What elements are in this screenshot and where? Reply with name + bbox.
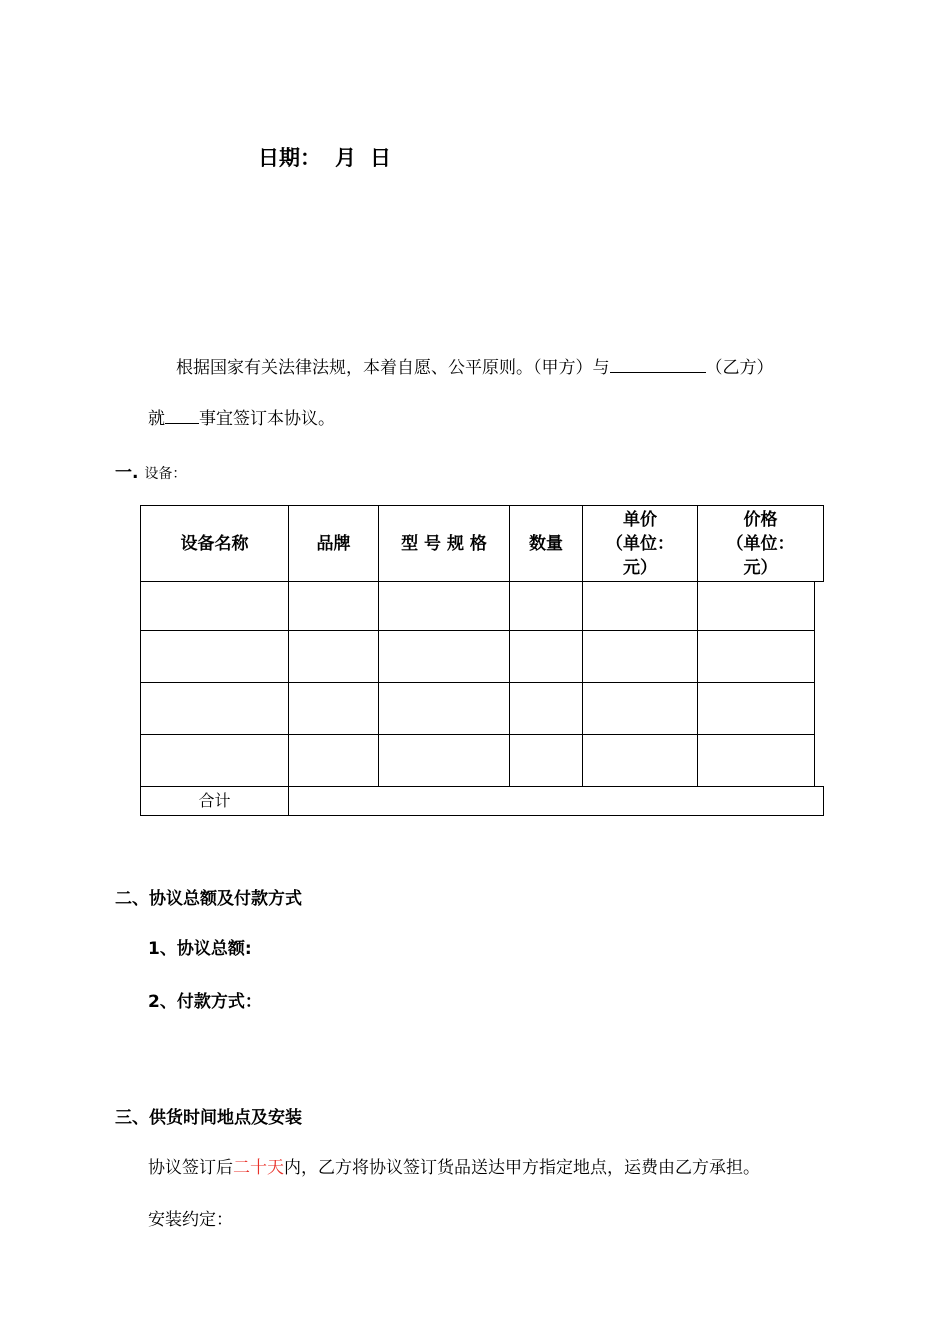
header-price: 价格 （单位： 元） — [726, 509, 795, 578]
section-1-number: 一. — [115, 463, 139, 483]
header-unit-price: 单价 （单位： 元） — [606, 509, 674, 578]
intro-text-b: （乙方） — [705, 358, 774, 378]
intro-text-d: 事宜签订本协议。 — [199, 409, 335, 429]
equipment-table — [140, 505, 824, 816]
header-model-spec: 型 号 规 格 — [401, 533, 487, 554]
header-quantity: 数量 — [529, 533, 563, 554]
agreement-total-text: 1、协议总额: — [148, 939, 252, 959]
delivery-days-highlight: 二十天 — [233, 1158, 284, 1178]
delivery-text-a: 协议签订后 — [148, 1158, 233, 1178]
header-brand: 品牌 — [316, 533, 351, 554]
delivery-paragraph — [148, 1153, 760, 1178]
total-value[interactable] — [289, 787, 823, 815]
table-cell[interactable] — [141, 631, 288, 682]
table-cell[interactable] — [141, 735, 288, 786]
header-equipment-name: 设备名称 — [180, 533, 249, 554]
intro-line-1 — [176, 353, 774, 378]
date-label: 日期： — [258, 146, 321, 170]
intro-text-c: 就 — [148, 409, 165, 429]
table-cell[interactable] — [141, 582, 288, 630]
payment-method-label: 2、付款方式： — [148, 992, 262, 1012]
table-cell[interactable] — [141, 683, 288, 734]
date-line — [258, 142, 405, 172]
section-1-title: 设备： — [144, 466, 187, 482]
date-day: 日 — [370, 146, 391, 170]
intro-text-a: 根据国家有关法律法规，本着自愿、公平原则。（甲方）与 — [176, 358, 610, 378]
delivery-text-b: 内，乙方将协议签订货品送达甲方指定地点，运费由乙方承担。 — [284, 1158, 760, 1178]
total-label: 合计 — [198, 791, 231, 810]
date-month: 月 — [335, 146, 356, 170]
section-3-heading: 三、供货时间地点及安装 — [115, 1108, 302, 1128]
party-b-blank — [610, 358, 706, 373]
installation-label: 安装约定： — [148, 1210, 233, 1230]
agreement-total-label — [148, 934, 252, 959]
section-2-heading: 二、协议总额及付款方式 — [115, 889, 302, 909]
intro-line-2 — [148, 404, 335, 429]
matter-blank — [165, 409, 199, 424]
section-1-heading — [115, 458, 186, 483]
